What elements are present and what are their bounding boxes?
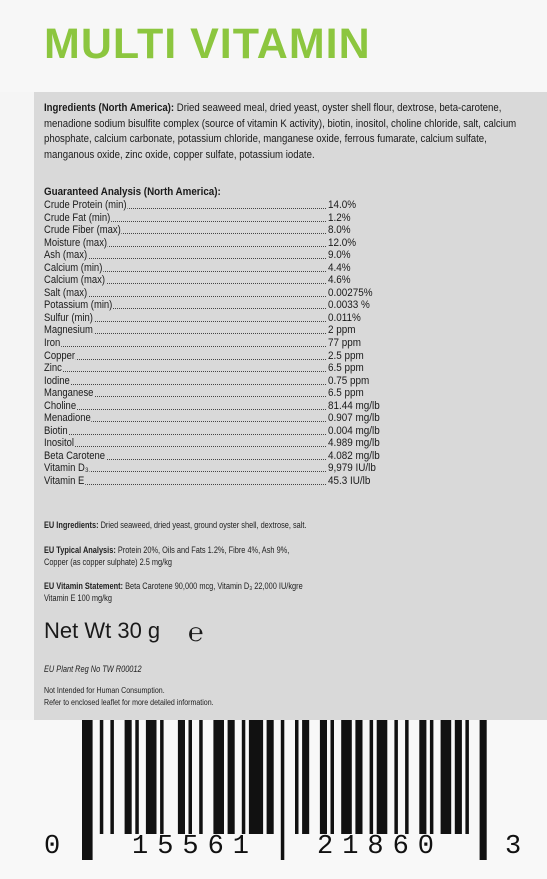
- analysis-label: Salt (max): [44, 286, 88, 299]
- analysis-value: 8.0%: [328, 224, 351, 237]
- analysis-label: Sulfur (min): [44, 311, 93, 324]
- barcode-bar: [135, 720, 139, 834]
- analysis-value: 77 ppm: [328, 337, 362, 350]
- barcode-bar: [405, 720, 409, 834]
- analysis-label: Beta Carotene: [44, 449, 106, 462]
- barcode-bar: [465, 720, 469, 834]
- notice-line1: Not Intended for Human Consumption.: [44, 685, 165, 695]
- analysis-value: 0.907 mg/lb: [328, 412, 380, 425]
- barcode-bar: [199, 720, 203, 834]
- barcode-bar: [341, 720, 352, 834]
- analysis-value: 45.3 IU/lb: [328, 475, 371, 488]
- analysis-label: Zinc: [44, 362, 62, 375]
- analysis-row: [44, 262, 444, 275]
- barcode-bar: [100, 720, 104, 834]
- analysis-row: [44, 375, 444, 388]
- eu-vitamin-statement: [44, 580, 470, 604]
- eu-analysis-line1: Protein 20%, Oils and Fats 1.2%, Fibre 4%, Ash 9%,: [115, 545, 290, 555]
- analysis-label: Calcium (min): [44, 261, 103, 274]
- guaranteed-analysis-table: [44, 199, 444, 488]
- analysis-row: [44, 462, 444, 475]
- analysis-label: Choline: [44, 399, 77, 412]
- analysis-row: [44, 274, 444, 287]
- analysis-label: Magnesium: [44, 324, 93, 337]
- barcode-bar: [370, 720, 374, 834]
- analysis-label: Inositol: [44, 437, 74, 450]
- barcode-bar: [213, 720, 224, 834]
- analysis-row: [44, 249, 444, 262]
- analysis-value: 6.5 ppm: [328, 362, 364, 375]
- barcode-bar: [331, 720, 335, 834]
- analysis-value: 4.989 mg/lb: [328, 437, 380, 450]
- barcode-bar: [281, 720, 285, 860]
- dot-leader: [44, 409, 326, 410]
- dot-leader: [44, 484, 326, 485]
- eu-ingredients: [44, 519, 470, 531]
- analysis-label: Crude Fat (min): [44, 211, 111, 224]
- analysis-row: [44, 450, 444, 463]
- analysis-label: Crude Fiber (max): [44, 224, 121, 237]
- analysis-label: Potassium (min): [44, 299, 113, 312]
- ingredients-text: Dried seaweed meal, dried yeast, oyster shell flour, dextrose, beta-carotene, menadione sodium bisulfite complex (source of vitamin K activity), biotin, inositol, choline chloride, salt, calcium phosphate, calcium carbonate, potassium chloride, manganese oxide, ferrous fumarate, calcium sulfate, manganous oxide, zinc oxide, copper sulfate, potassium iodate.: [44, 102, 517, 161]
- analysis-row: [44, 237, 444, 250]
- barcode-bar: [228, 720, 235, 834]
- analysis-value: 4.082 mg/lb: [328, 449, 380, 462]
- eu-ingredients-label: EU Ingredients:: [44, 520, 99, 530]
- dot-leader: [44, 371, 326, 372]
- dot-leader: [44, 446, 326, 447]
- analysis-value: 81.44 mg/lb: [328, 399, 380, 412]
- barcode-bar: [125, 720, 132, 834]
- eu-plant-reg: EU Plant Reg No TW R00012: [44, 664, 142, 674]
- eu-ingredients-text: Dried seaweed, dried yeast, ground oyster shell, dextrose, salt.: [98, 520, 307, 530]
- analysis-row: [44, 425, 444, 438]
- barcode-bar: [430, 720, 434, 834]
- analysis-row: [44, 387, 444, 400]
- analysis-row: [44, 299, 444, 312]
- analysis-value: 1.2%: [328, 211, 351, 224]
- analysis-row: [44, 350, 444, 363]
- dot-leader: [44, 384, 326, 385]
- barcode-bar: [355, 720, 362, 834]
- analysis-label: Iodine: [44, 374, 70, 387]
- barcode: [0, 720, 547, 879]
- barcode-bar: [441, 720, 452, 834]
- analysis-label: Vitamin D₃: [44, 462, 89, 475]
- guaranteed-analysis-title: Guaranteed Analysis (North America):: [44, 186, 221, 198]
- ingredients-north-america: [44, 101, 521, 163]
- barcode-first-digit: 0: [44, 832, 61, 862]
- analysis-value: 0.011%: [328, 311, 361, 324]
- analysis-value: 0.004 mg/lb: [328, 424, 380, 437]
- consumption-notice: [44, 685, 214, 708]
- product-title: MULTI VITAMIN: [44, 20, 371, 68]
- analysis-value: 12.0%: [328, 236, 357, 249]
- dot-leader: [44, 359, 326, 360]
- barcode-bar: [455, 720, 462, 834]
- analysis-label: Ash (max): [44, 249, 88, 262]
- barcode-bar: [249, 720, 263, 834]
- analysis-label: Crude Protein (min): [44, 199, 127, 211]
- barcode-bar: [242, 720, 246, 834]
- analysis-value: 2.5 ppm: [328, 349, 364, 362]
- analysis-row: [44, 224, 444, 237]
- eu-vitamin-label: EU Vitamin Statement:: [44, 581, 124, 591]
- analysis-value: 4.6%: [328, 274, 351, 287]
- barcode-group-2: 21860: [317, 832, 444, 862]
- dot-leader: [44, 346, 326, 347]
- analysis-label: Menadione: [44, 412, 91, 425]
- analysis-row: [44, 199, 444, 212]
- barcode-bar: [82, 720, 93, 860]
- analysis-label: Manganese: [44, 387, 94, 400]
- barcode-bar: [146, 720, 157, 834]
- analysis-row: [44, 287, 444, 300]
- barcode-last-digit: 3: [505, 832, 522, 862]
- barcode-bar: [302, 720, 309, 834]
- analysis-value: 9.0%: [328, 249, 351, 262]
- barcode-bar: [295, 720, 299, 834]
- analysis-value: 6.5 ppm: [328, 387, 364, 400]
- analysis-row: [44, 475, 444, 488]
- analysis-value: 0.0033 %: [328, 299, 370, 312]
- analysis-label: Copper: [44, 349, 76, 362]
- analysis-label: Calcium (max): [44, 274, 105, 287]
- analysis-row: [44, 312, 444, 325]
- eu-analysis-label: EU Typical Analysis:: [44, 545, 116, 555]
- barcode-bar: [320, 720, 327, 834]
- analysis-value: 14.0%: [328, 199, 357, 211]
- analysis-row: [44, 324, 444, 337]
- analysis-value: 9,979 IU/lb: [328, 462, 376, 475]
- net-weight: Net Wt 30 g: [44, 618, 161, 643]
- analysis-label: Moisture (max): [44, 236, 108, 249]
- eu-vitamin-line2: Vitamin E 100 mg/kg: [44, 593, 112, 603]
- eu-typical-analysis: [44, 544, 470, 568]
- analysis-row: [44, 362, 444, 375]
- analysis-row: [44, 412, 444, 425]
- eu-vitamin-line1: Beta Carotene 90,000 mcg, Vitamin D₃ 22,000 IU/kgre: [123, 581, 303, 591]
- analysis-value: 0.75 ppm: [328, 374, 370, 387]
- analysis-row: [44, 337, 444, 350]
- analysis-value: 4.4%: [328, 261, 351, 274]
- eu-analysis-line2: Copper (as copper sulphate) 2.5 mg/kg: [44, 557, 172, 567]
- barcode-bar: [377, 720, 388, 834]
- barcode-bar: [160, 720, 164, 834]
- notice-line2: Refer to enclosed leaflet for more detailed information.: [44, 696, 214, 707]
- barcode-bar: [419, 720, 426, 834]
- header-band: [0, 0, 547, 92]
- analysis-row: [44, 400, 444, 413]
- estimated-sign-icon: ℮: [188, 617, 204, 647]
- dot-leader: [44, 434, 326, 435]
- analysis-value: 2 ppm: [328, 324, 356, 337]
- analysis-label: Vitamin E: [44, 475, 85, 488]
- barcode-group-1: 15561: [132, 832, 259, 862]
- barcode-bar: [267, 720, 274, 834]
- analysis-row: [44, 212, 444, 225]
- barcode-bar: [178, 720, 185, 834]
- analysis-label: Biotin: [44, 424, 68, 437]
- analysis-row: [44, 437, 444, 450]
- barcode-bar: [394, 720, 398, 834]
- barcode-bar: [189, 720, 193, 834]
- ingredients-label: Ingredients (North America):: [44, 102, 175, 114]
- barcode-bar: [480, 720, 487, 860]
- barcode-bar: [110, 720, 114, 834]
- analysis-label: Iron: [44, 337, 61, 350]
- analysis-value: 0.00275%: [328, 286, 373, 299]
